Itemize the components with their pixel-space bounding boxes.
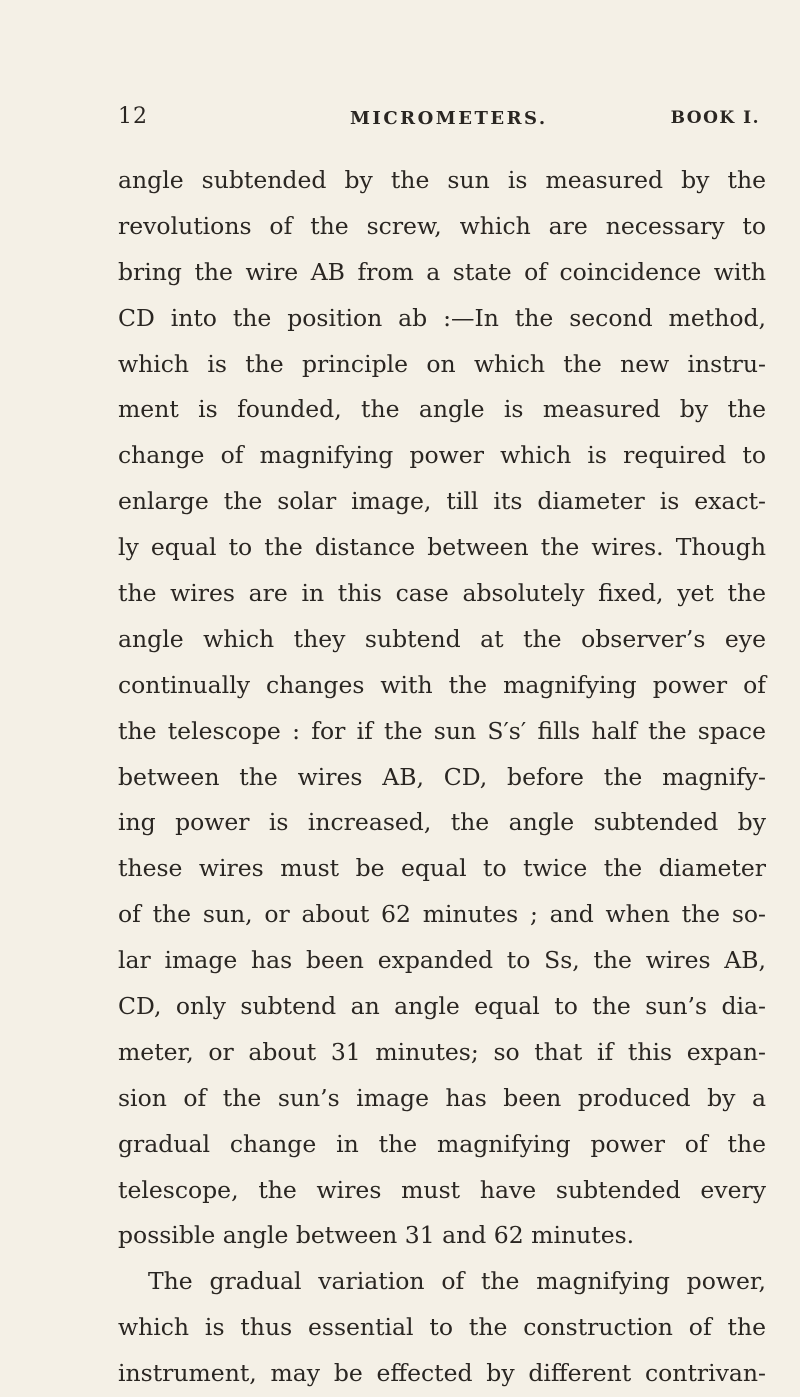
text-line: instrument, may be effected by different contrivan- xyxy=(118,1359,766,1388)
text-line: the wires are in this case absolutely fixed, yet the xyxy=(118,579,766,608)
text-line: possible angle between 31 and 62 minutes. xyxy=(118,1221,635,1250)
text-line: sion of the sun’s image has been produced by a xyxy=(118,1083,766,1112)
text-line: telescope, the wires must have subtended every xyxy=(118,1175,766,1204)
text-line: the telescope : for if the sun S′s′ fills half the space xyxy=(118,716,766,745)
text-line: angle which they subtend at the observer’s eye xyxy=(118,624,766,653)
text-line: angle subtended by the sun is measured by the xyxy=(118,166,766,194)
page-header xyxy=(118,98,760,138)
text-line: which is thus essential to the construction of the xyxy=(118,1313,766,1342)
text-line: The gradual variation of the magnifying power, xyxy=(148,1267,766,1296)
text-line: these wires must be equal to twice the diameter xyxy=(118,854,766,883)
text-line: CD, only subtend an angle equal to the sun’s dia- xyxy=(118,992,766,1021)
text-line: meter, or about 31 minutes; so that if this expan- xyxy=(118,1037,766,1066)
text-line: ly equal to the distance between the wires. Though xyxy=(118,533,766,562)
text-line: gradual change in the magnifying power of the xyxy=(118,1129,766,1158)
running-title: MICROMETERS. xyxy=(350,108,548,129)
text-line: revolutions of the screw, which are necessary to xyxy=(118,211,766,240)
text-line: of the sun, or about 62 minutes ; and when the so- xyxy=(118,900,766,929)
text-line: between the wires AB, CD, before the magnify- xyxy=(118,762,766,791)
body-text xyxy=(118,158,766,1397)
text-line: lar image has been expanded to Ss, the wires AB, xyxy=(118,946,766,975)
text-line: ing power is increased, the angle subtended by xyxy=(118,808,766,837)
text-line: enlarge the solar image, till its diameter is exact- xyxy=(118,487,766,516)
book-label: BOOK I. xyxy=(670,108,760,128)
text-line: bring the wire AB from a state of coincidence with xyxy=(118,257,766,286)
text-line: change of magnifying power which is required to xyxy=(118,441,766,470)
text-line: CD into the position ab :—In the second method, xyxy=(118,303,766,332)
text-line: ment is founded, the angle is measured by the xyxy=(118,395,766,424)
text-line: which is the principle on which the new instru- xyxy=(118,349,766,378)
text-line: continually changes with the magnifying power of xyxy=(118,670,766,699)
page-number: 12 xyxy=(118,104,148,129)
